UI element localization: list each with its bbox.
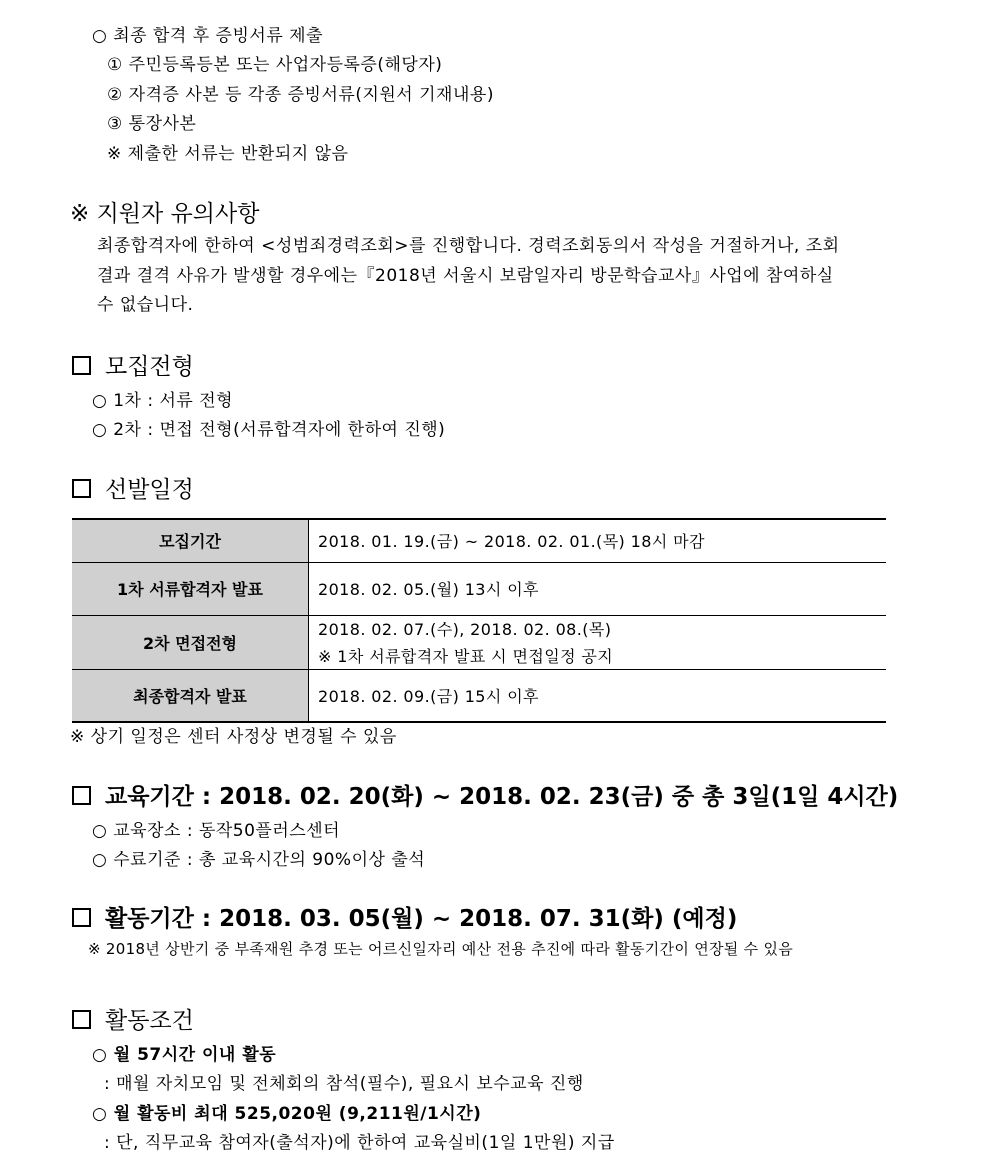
checkbox-square-icon	[72, 356, 91, 375]
recruit-heading-text: 모집전형	[105, 354, 194, 380]
checkbox-square-icon	[72, 1010, 91, 1029]
schedule-heading	[72, 471, 194, 504]
conditions-item-2-detail: : 단, 직무교육 참여자(출석자)에 한하여 교육실비(1일 1만원) 지급	[104, 1133, 615, 1153]
schedule-label: 모집기간	[72, 519, 309, 562]
recruit-item-2: ○ 2차 : 면접 전형(서류합격자에 한하여 진행)	[92, 420, 446, 440]
table-row	[72, 669, 886, 722]
submission-item-1: ① 주민등록등본 또는 사업자등록증(해당자)	[107, 55, 443, 75]
submission-title: ○ 최종 합격 후 증빙서류 제출	[92, 26, 323, 46]
caution-line-3: 수 없습니다.	[97, 295, 194, 315]
checkbox-square-icon	[72, 908, 91, 927]
activity-heading-dates: 2018. 03. 05(월) ~ 2018. 07. 31(화) (예정)	[219, 906, 738, 932]
table-row	[72, 615, 886, 669]
schedule-value-cell	[309, 615, 887, 669]
schedule-value-note: ※ 1차 서류합격자 발표 시 면접일정 공지	[318, 646, 614, 666]
caution-line-1: 최종합격자에 한하여 <성범죄경력조회>를 진행합니다. 경력조회동의서 작성을 거절하거나, 조회	[97, 236, 840, 256]
schedule-value: 2018. 02. 09.(금) 15시 이후	[309, 669, 887, 722]
submission-item-3: ③ 통장사본	[107, 114, 197, 134]
checkbox-square-icon	[72, 786, 91, 805]
schedule-table	[72, 518, 886, 723]
table-row	[72, 562, 886, 615]
schedule-value: 2018. 01. 19.(금) ~ 2018. 02. 01.(목) 18시 마감	[309, 519, 887, 562]
schedule-value: 2018. 02. 07.(수), 2018. 02. 08.(목)	[318, 619, 612, 639]
education-heading-prefix: 교육기간 :	[105, 784, 220, 810]
education-heading	[72, 778, 898, 811]
schedule-label: 2차 면접전형	[72, 615, 309, 669]
conditions-item-2: ○ 월 활동비 최대 525,020원 (9,211원/1시간)	[92, 1104, 482, 1124]
activity-heading-prefix: 활동기간 :	[105, 906, 220, 932]
activity-heading	[72, 900, 737, 933]
recruit-heading	[72, 348, 194, 381]
schedule-heading-text: 선발일정	[105, 477, 194, 503]
submission-item-2: ② 자격증 사본 등 각종 증빙서류(지원서 기재내용)	[107, 85, 494, 105]
conditions-heading-text: 활동조건	[105, 1008, 194, 1034]
schedule-value: 2018. 02. 05.(월) 13시 이후	[309, 562, 887, 615]
conditions-item-1-detail: : 매월 자치모임 및 전체회의 참석(필수), 필요시 보수교육 진행	[104, 1074, 584, 1094]
schedule-label: 1차 서류합격자 발표	[72, 562, 309, 615]
caution-line-2: 결과 결격 사유가 발생할 경우에는『2018년 서울시 보람일자리 방문학습교사』사업에 참여하실	[97, 266, 834, 286]
caution-heading: ※ 지원자 유의사항	[70, 201, 260, 227]
activity-note: ※ 2018년 상반기 중 부족재원 추경 또는 어르신일자리 예산 전용 추진에 따라 활동기간이 연장될 수 있음	[88, 940, 794, 958]
table-row	[72, 519, 886, 562]
conditions-heading	[72, 1002, 194, 1035]
education-item-2: ○ 수료기준 : 총 교육시간의 90%이상 출석	[92, 850, 426, 870]
checkbox-square-icon	[72, 479, 91, 498]
submission-note: ※ 제출한 서류는 반환되지 않음	[107, 144, 349, 164]
schedule-footnote: ※ 상기 일정은 센터 사정상 변경될 수 있음	[70, 727, 397, 747]
recruit-item-1: ○ 1차 : 서류 전형	[92, 391, 234, 411]
schedule-label: 최종합격자 발표	[72, 669, 309, 722]
education-heading-dates: 2018. 02. 20(화) ~ 2018. 02. 23(금) 중 총 3일(1일 4시간)	[219, 784, 899, 810]
education-item-1: ○ 교육장소 : 동작50플러스센터	[92, 821, 341, 841]
conditions-item-1: ○ 월 57시간 이내 활동	[92, 1045, 277, 1065]
